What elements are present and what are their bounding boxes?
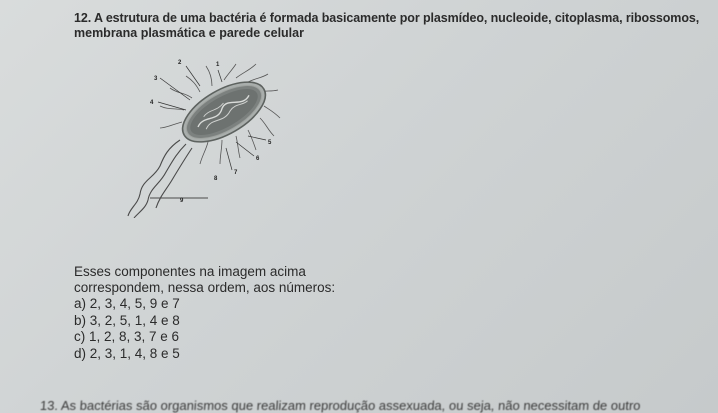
question-12-text-line2: membrana plasmática e parede celular (74, 26, 304, 40)
cell-body (173, 70, 275, 154)
bacteria-diagram (120, 48, 320, 218)
flagella (128, 140, 208, 218)
label-2: 2 (178, 60, 182, 66)
option-b[interactable]: b) 3, 2, 5, 1, 4 e 8 (74, 312, 180, 328)
label-6: 6 (256, 156, 260, 162)
label-9: 9 (180, 198, 184, 204)
label-7: 7 (234, 170, 238, 176)
question-13-text: 13. As bactérias são organismos que realizam reprodução assexuada, ou seja, não necessitam de outro (39, 398, 642, 413)
prompt-line1: Esses componentes na imagem acima (74, 264, 306, 279)
option-a[interactable]: a) 2, 3, 4, 5, 9 e 7 (74, 296, 180, 311)
question-12-text-line1: 12. A estrutura de uma bactéria é formada basicamente por plasmídeo, nucleoide, citoplasma, ribossomos, (74, 11, 700, 25)
label-5: 5 (268, 140, 272, 146)
label-1: 1 (216, 62, 220, 68)
label-4: 4 (150, 100, 154, 106)
prompt-line2: correspondem, nessa ordem, aos números: (74, 280, 336, 295)
label-3: 3 (154, 76, 158, 82)
label-8: 8 (214, 176, 218, 182)
option-c[interactable]: c) 1, 2, 8, 3, 7 e 6 (74, 329, 180, 344)
question-prompt (74, 264, 335, 296)
option-d[interactable]: d) 2, 3, 1, 4, 8 e 5 (74, 345, 180, 361)
answer-options (74, 296, 180, 362)
